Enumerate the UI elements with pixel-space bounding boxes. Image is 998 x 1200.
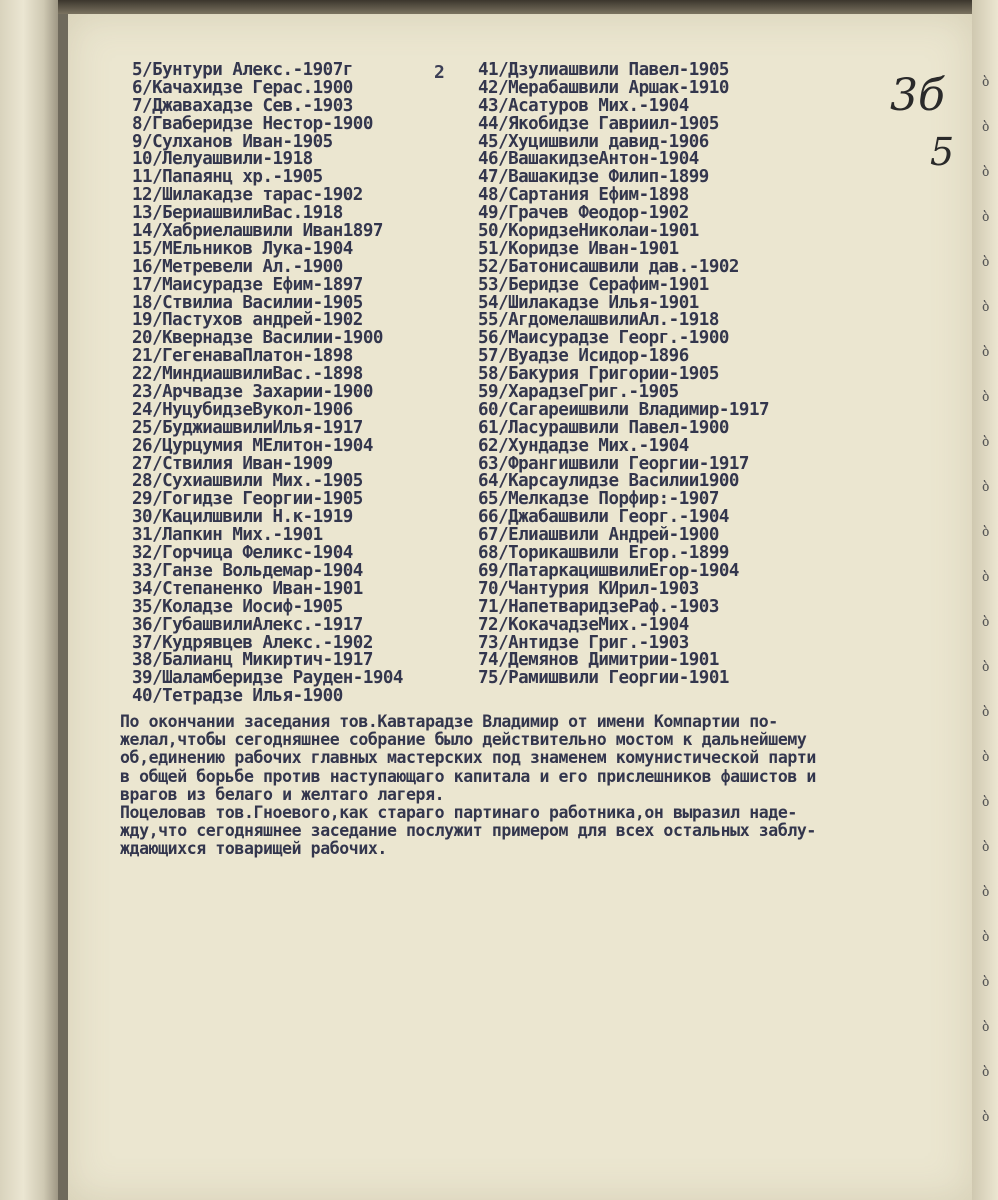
list-item: 7/Джавахадзе Сев.-1903 [132,95,353,116]
list-item: 30/Кацилшвили Н.к-1919 [132,507,353,528]
list-item: 31/Лапкин Мих.-1901 [132,525,323,546]
list-item: 5/Бунтури Алекс.-1907г [132,60,353,80]
list-item: 54/Шилакадзе Илья-1901 [478,292,699,313]
list-item: 58/Бакурия Григории-1905 [478,364,719,385]
list-item: 35/Коладзе Иосиф-1905 [132,596,343,617]
paragraph-line: Поцеловав тов.Гноевого,как стараго партинаго работника,он выразил наде- [120,803,797,822]
handwritten-page-number: 5 [930,130,955,174]
list-item: 39/Шаламберидзе Рауден-1904 [132,668,403,689]
margin-mark: ბ [982,390,990,405]
list-item: 48/Сартания Ефим-1898 [478,185,689,206]
list-item: 41/Дзулиашвили Павел-1905 [478,60,729,80]
list-item: 34/Степаненко Иван-1901 [132,578,363,599]
margin-mark: ბ [982,480,990,495]
list-item: 29/Гогидзе Георгии-1905 [132,489,363,510]
list-item: 63/Франгишвили Георгии-1917 [478,453,749,474]
margin-mark: ბ [982,660,990,675]
closing-paragraph-2 [120,804,966,859]
paragraph-line: в общей борьбе против наступающаго капитала и его прислешников фашистов и [120,766,816,786]
list-item: 45/Хуцишвили давид-1906 [478,131,709,152]
list-item: 60/Сагареишвили Владимир-1917 [478,399,770,420]
margin-mark: ბ [982,255,990,270]
list-item: 57/Вуадзе Исидор-1896 [478,346,689,367]
margin-mark: ბ [982,570,990,585]
margin-mark: ბ [982,525,990,540]
margin-mark: ბ [982,840,990,855]
list-item: 62/Хундадзе Мих.-1904 [478,435,689,456]
list-item: 32/Горчица Феликс-1904 [132,543,353,564]
list-item: 70/Чантурия КИрил-1903 [478,578,699,599]
list-item: 71/НапетваридзеРаф.-1903 [478,596,719,617]
list-item: 46/ВашакидзеАнтон-1904 [478,149,699,170]
list-item: 44/Якобидзе Гавриил-1905 [478,113,719,134]
margin-marks [982,60,998,1140]
list-item: 40/Тетрадзе Илья-1900 [132,686,343,707]
handwritten-folio-number: 3б [890,70,945,121]
margin-mark: ბ [982,975,990,990]
margin-mark: ბ [982,885,990,900]
margin-mark: ბ [982,165,990,180]
list-item: 56/Маисурадзе Георг.-1900 [478,328,729,349]
paragraph-line: об,единению рабочих главных мастерских под знаменем комунистической парти [120,748,816,768]
list-item: 72/КокачадзеМих.-1904 [478,614,689,635]
list-item: 43/Асатуров Мих.-1904 [478,95,689,116]
margin-mark: ბ [982,1020,990,1035]
list-item: 10/Лелуашвили-1918 [132,149,313,170]
list-item: 17/Маисурадзе Ефим-1897 [132,274,363,295]
list-item: 69/ПатаркацишвилиЕгор-1904 [478,560,739,581]
list-item: 28/Сухиашвили Мих.-1905 [132,471,363,492]
margin-mark: ბ [982,210,990,225]
paragraph-line: По окончании заседания тов.Кавтарадзе Владимир от имени Компартии по- [120,712,778,731]
paragraph-line: ждающихся товарищей рабочих. [120,839,387,859]
margin-mark: ბ [982,300,990,315]
list-item: 37/Кудрявцев Алекс.-1902 [132,632,373,653]
margin-mark: ბ [982,75,990,90]
name-list-left [132,62,403,706]
closing-paragraph-1 [120,713,966,804]
margin-mark: ბ [982,435,990,450]
list-item: 6/Качахидзе Герас.1900 [132,77,353,98]
list-item: 12/Шилакадзе тарас-1902 [132,185,363,206]
list-item: 59/ХарадзеГриг.-1905 [478,382,679,403]
list-item: 33/Ганзе Вольдемар-1904 [132,560,363,581]
list-item: 18/Ствилиа Василии-1905 [132,292,363,313]
list-item: 67/Елиашвили Андрей-1900 [478,525,719,546]
list-item: 8/Гваберидзе Нестор-1900 [132,113,373,134]
list-item: 16/Метревели Ал.-1900 [132,256,343,277]
list-item: 75/Рамишвили Георгии-1901 [478,668,729,689]
list-item: 20/Квернадзе Василии-1900 [132,328,383,349]
list-item: 47/Вашакидзе Филип-1899 [478,167,709,188]
list-item: 14/Хабриелашвили Иван1897 [132,221,383,242]
margin-mark: ბ [982,120,990,135]
list-item: 22/МиндиашвилиВас.-1898 [132,364,363,385]
list-item: 66/Джабашвили Георг.-1904 [478,507,729,528]
list-item: 26/Цурцумия МЕлитон-1904 [132,435,373,456]
list-item: 52/Батонисашвили дав.-1902 [478,256,739,277]
list-item: 68/Торикашвили Егор.-1899 [478,543,729,564]
list-item: 9/Сулханов Иван-1905 [132,131,333,152]
list-item: 74/Демянов Димитрии-1901 [478,650,719,671]
margin-mark: ბ [982,930,990,945]
list-item: 73/Антидзе Григ.-1903 [478,632,689,653]
scanner-top-edge [0,0,998,14]
margin-mark: ბ [982,1110,990,1125]
list-item: 25/БуджиашвилиИлья-1917 [132,417,363,438]
list-item: 50/КоридзеНиколаи-1901 [478,221,699,242]
list-item: 49/Грачев Феодор-1902 [478,203,689,224]
list-item: 55/АгдомелашвилиАл.-1918 [478,310,719,331]
list-item: 27/Ствилия Иван-1909 [132,453,333,474]
list-item: 61/Ласурашвили Павел-1900 [478,417,729,438]
paragraph-line: желал,чтобы сегодняшнее собрание было действительно мостом к дальнейшему [120,730,807,750]
margin-mark: ბ [982,1065,990,1080]
name-list-right [478,62,769,688]
list-item: 65/Мелкадзе Порфир:-1907 [478,489,719,510]
margin-mark: ბ [982,750,990,765]
paragraph-line: жду,что сегодняшнее заседание послужит примером для всех остальных заблу- [120,821,816,841]
list-item: 23/Арчвадзе Захарии-1900 [132,382,373,403]
margin-mark: ბ [982,795,990,810]
list-item: 19/Пастухов андрей-1902 [132,310,363,331]
margin-mark: ბ [982,705,990,720]
list-item: 24/НуцубидзеВукол-1906 [132,399,353,420]
margin-mark: ბ [982,615,990,630]
margin-mark: ბ [982,345,990,360]
list-item: 42/Мерабашвили Аршак-1910 [478,77,729,98]
page-number: 2 [434,62,445,83]
list-item: 51/Коридзе Иван-1901 [478,238,679,259]
list-item: 15/МЕльников Лука-1904 [132,238,353,259]
list-item: 36/ГубашвилиАлекс.-1917 [132,614,363,635]
list-item: 21/ГегенаваПлатон-1898 [132,346,353,367]
list-item: 53/Беридзе Серафим-1901 [478,274,709,295]
left-page-edge [0,0,58,1200]
list-item: 64/Карсаулидзе Василии1900 [478,471,739,492]
list-item: 38/Балианц Микиртич-1917 [132,650,373,671]
list-item: 13/БериашвилиВас.1918 [132,203,343,224]
list-item: 11/Папаянц хр.-1905 [132,167,323,188]
paragraph-line: врагов из белаго и желтаго лагеря. [120,784,445,804]
